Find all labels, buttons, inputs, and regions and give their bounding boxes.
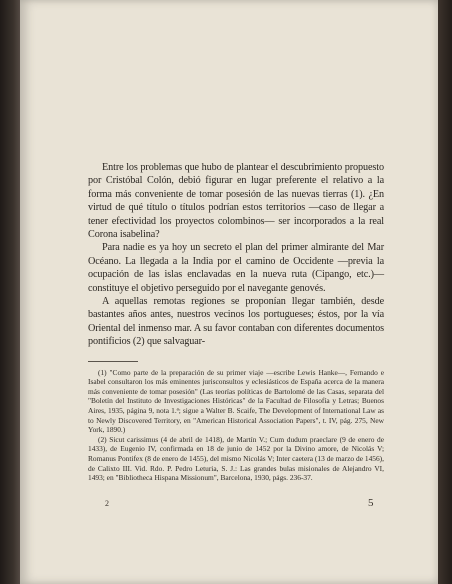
signature-mark: 2: [105, 499, 109, 508]
page-text-block: [88, 161, 384, 483]
book-fore-edge: [438, 0, 452, 584]
book-spine-edge: [0, 0, 22, 584]
footnote-1: (1) "Como parte de la preparación de su primer viaje —escribe Lewis Hanke—, Fernando e Isabel consultaron los más eminentes jurisconsultos y eclesiásticos de España acerca de la manera más conveniente de tomar posesión" (Las teorías políticas de Bartolomé de las Casas, separata del "Boletín del Instituto de Investigaciones Históricas" de la Facultad de Filosofía y Letras; Buenos Aires, 1935, página 9, nota 1.ª; sigue a Walter B. Scaife, The Development of International Law as to Newly Discovered Territory, en "American Historical Association Papers", t. IV, pág. 275, New York, 1890.): [88, 367, 384, 435]
body-paragraph-1: Entre los problemas que hubo de plantear el descubrimiento propuesto por Cristóbal Colón, debió figurar en lugar preferente el relativo a la forma más conveniente de tomar posesión de las nuevas tierras (1). ¿En virtud de qué título o títulos podrían estos territorios —caso de llegar a tener efectividad los proyectos colombinos— ser incorporados a la real Corona isabelina?: [88, 162, 384, 241]
body-paragraph-3: A aquellas remotas regiones se proponían llegar también, desde bastantes años antes, nuestros vecinos los portugueses; éstos, por la vía Oriental del inmenso mar. A su favor contaban con diferentes documentos pontificios (2) que salvaguar-: [88, 296, 384, 348]
page-number: 5: [368, 497, 374, 509]
footnote-divider: [88, 361, 138, 362]
footnote-2: (2) Sicut carissimus (4 de abril de 1418), de Martín V.; Cum dudum praeclare (9 de enero de 1433), de Eugenio IV, confirmada en 18 de junio de 1452 por la Divino amore, de Nicolás V; Romanus Pontifex (8 de enero de 1455), del mismo Nicolás V; Inter caetera (13 de marzo de 1456), de Calixto III. Vid. Rdo. P. Pedro Leturia, S. J.: Las grandes bulas misionales de Alejandro VI, 1493; en "Bibliotheca Hispana Missionum", Barcelona, 1930, págs. 236-37.: [88, 434, 384, 483]
body-paragraph-2: Para nadie es ya hoy un secreto el plan del primer almirante del Mar Océano. La llegada a la India por el camino de Occidente —previa la ocupación de las islas enclavadas en la nueva ruta (Cipango, etc.)— constituye el objetivo perseguido por el navegante genovés.: [88, 242, 384, 294]
